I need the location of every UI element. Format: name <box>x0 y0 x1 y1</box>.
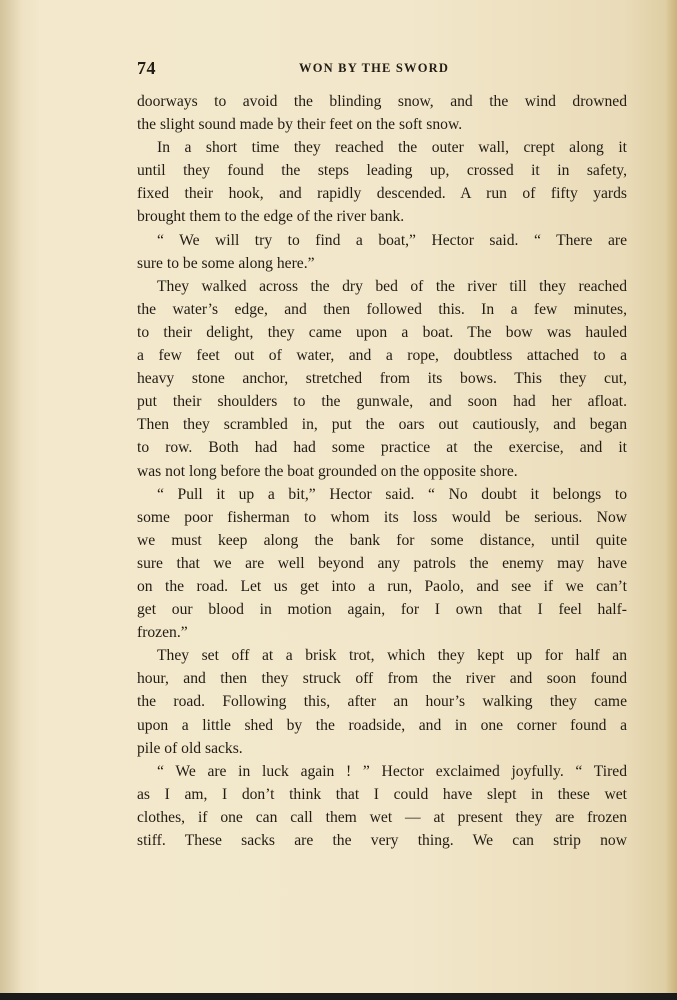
text-line: They set off at a brisk trot, which they kept up for half an <box>157 647 627 665</box>
text-line: fixed their hook, and rapidly descended. A run of fifty yards <box>137 185 627 203</box>
text-line: some poor fisherman to whom its loss would be serious. Now <box>137 508 627 526</box>
text-line: doorways to avoid the blinding snow, and the wind drowned <box>137 93 627 110</box>
text-line: the road. Following this, after an hour’s walking they came <box>137 693 627 711</box>
text-line: “ Pull it up a bit,” Hector said. “ No doubt it belongs to <box>157 485 627 503</box>
text-line: They walked across the dry bed of the river till they reached <box>157 277 627 295</box>
text-line: In a short time they reached the outer wall, crept along it <box>157 139 627 157</box>
text-line: get our blood in motion again, for I own that I feel half- <box>137 601 627 619</box>
text-line: a few feet out of water, and a rope, doubtless attached to a <box>137 347 627 365</box>
page-edge <box>665 0 677 1000</box>
text-line: on the road. Let us get into a run, Paolo, and see if we can’t <box>137 577 627 595</box>
text-line: “ We are in luck again ! ” Hector exclaimed joyfully. “ Tired <box>157 762 627 780</box>
text-line: “ We will try to find a boat,” Hector said. “ There are <box>157 231 627 249</box>
page-number: 74 <box>137 58 156 78</box>
text-line: to row. Both had had some practice at the exercise, and it <box>137 439 627 457</box>
text-line: brought them to the edge of the river bank. <box>137 208 405 226</box>
text-line: heavy stone anchor, stretched from its bows. This they cut, <box>137 370 627 388</box>
text-line: to their delight, they came upon a boat. The bow was hauled <box>137 323 627 341</box>
text-line: until they found the steps leading up, crossed it in safety, <box>137 162 627 180</box>
gutter-shadow <box>0 0 22 1000</box>
text-line: pile of old sacks. <box>137 739 243 757</box>
running-title: WON BY THE SWORD <box>299 61 450 75</box>
text-line: sure to be some along here.” <box>137 254 315 272</box>
text-line: the slight sound made by their feet on the soft snow. <box>137 116 463 134</box>
text-line: put their shoulders to the gunwale, and soon had her afloat. <box>137 393 627 411</box>
text-line: we must keep along the bank for some distance, until quite <box>137 531 627 549</box>
text-line: was not long before the boat grounded on the opposite shore. <box>137 462 518 480</box>
scan-border <box>0 993 677 1000</box>
body-text <box>137 90 627 852</box>
text-line: as I am, I don’t think that I could have slept in these wet <box>137 785 627 803</box>
text-line: Then they scrambled in, put the oars out cautiously, and began <box>137 416 627 434</box>
text-line: the water’s edge, and then followed this. In a few minutes, <box>137 300 627 318</box>
text-line: sure that we are well beyond any patrols the enemy may have <box>137 554 627 572</box>
text-line: hour, and then they struck off from the river and soon found <box>137 670 627 688</box>
text-line: clothes, if one can call them wet — at present they are frozen <box>137 808 627 826</box>
page-header <box>137 58 627 80</box>
text-line: upon a little shed by the roadside, and in one corner found a <box>137 716 627 734</box>
text-line: stiff. These sacks are the very thing. We can strip now <box>137 832 627 849</box>
text-line: frozen.” <box>137 624 188 642</box>
